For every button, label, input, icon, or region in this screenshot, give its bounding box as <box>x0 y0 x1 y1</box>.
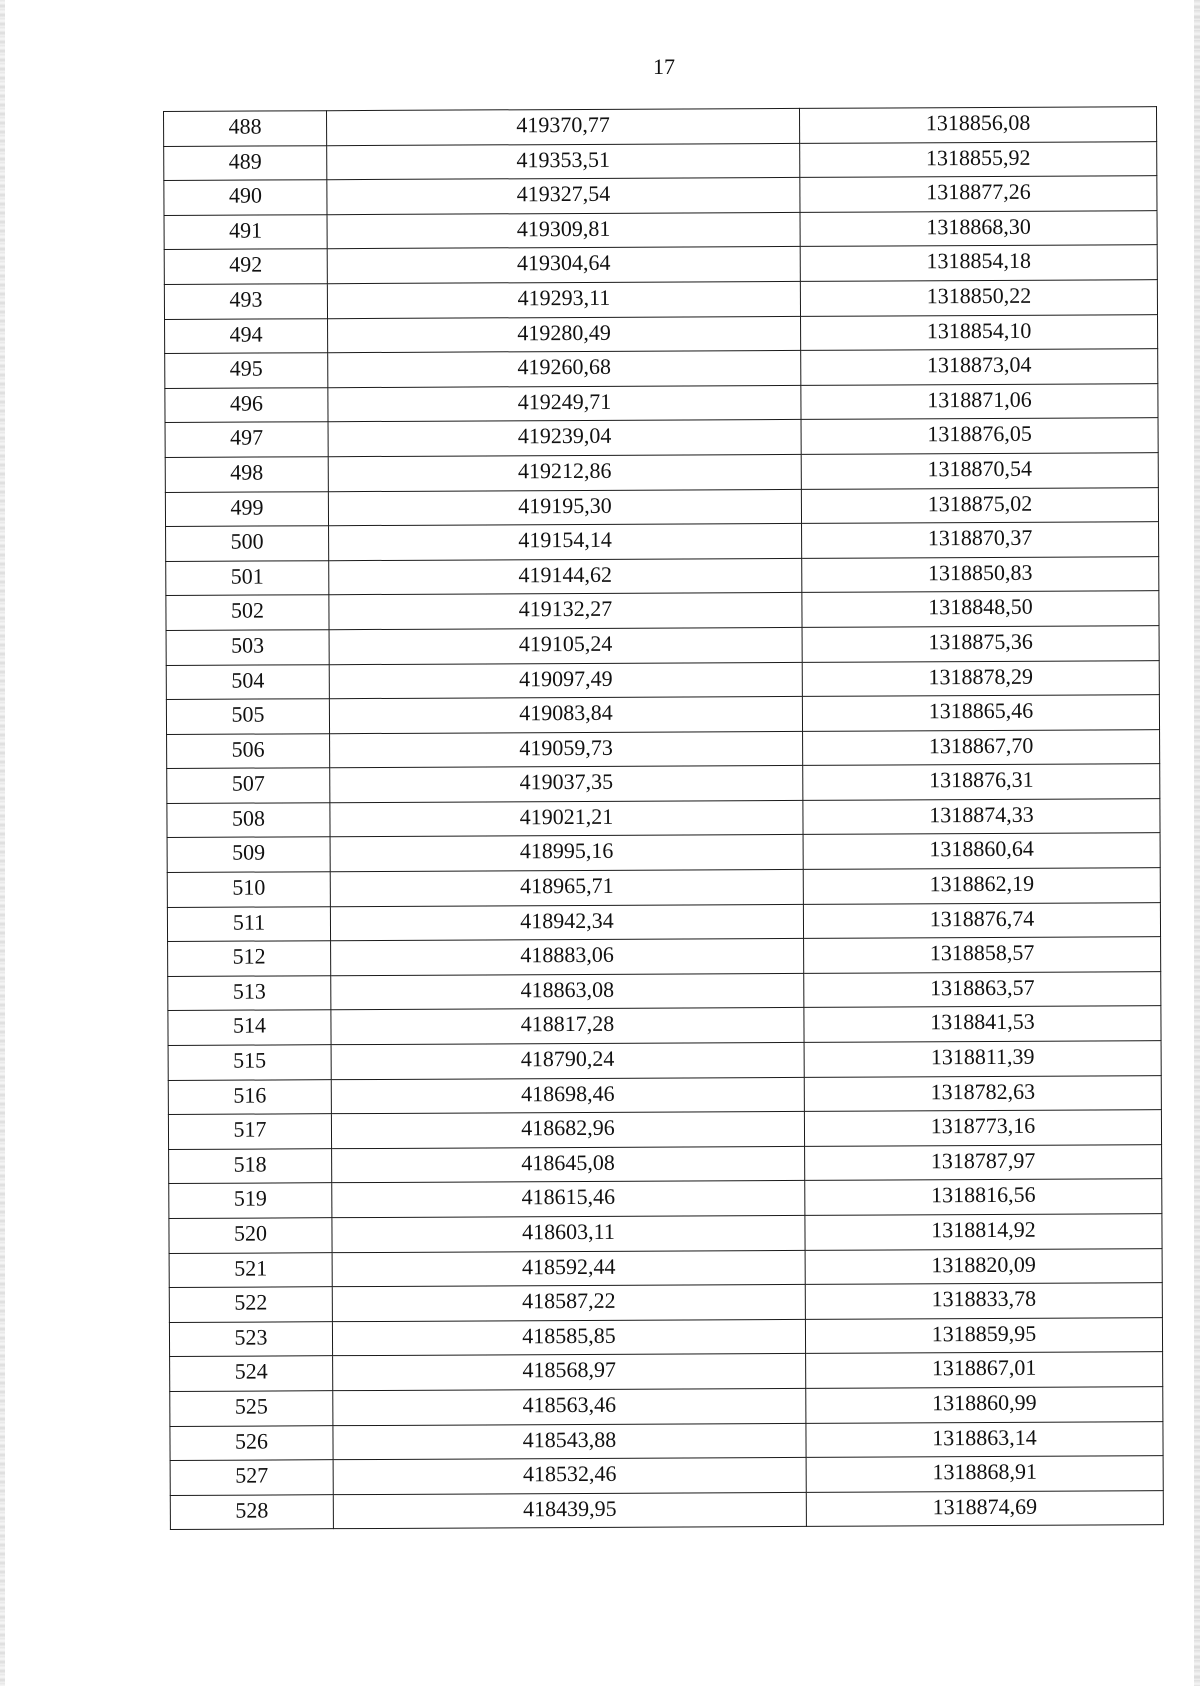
point-number-cell: 509 <box>167 837 330 872</box>
x-coordinate-cell: 418645,08 <box>332 1146 805 1183</box>
x-coordinate-cell: 419212,86 <box>328 454 801 491</box>
table-row <box>168 1075 1161 1114</box>
point-number-cell: 508 <box>167 803 330 838</box>
x-coordinate-cell: 419309,81 <box>327 212 800 249</box>
table-row <box>169 1248 1162 1287</box>
point-number-cell: 499 <box>165 491 328 526</box>
y-coordinate-cell: 1318876,74 <box>803 902 1160 938</box>
table-row <box>164 107 1157 146</box>
y-coordinate-cell: 1318878,29 <box>802 660 1159 696</box>
table-row <box>167 764 1160 803</box>
scan-edge-left <box>0 0 5 1686</box>
x-coordinate-cell: 418965,71 <box>330 869 803 906</box>
point-number-cell: 512 <box>168 941 331 976</box>
table-row <box>164 280 1157 319</box>
y-coordinate-cell: 1318858,57 <box>804 937 1161 973</box>
coordinates-table-body <box>164 107 1164 1530</box>
point-number-cell: 506 <box>167 733 330 768</box>
y-coordinate-cell: 1318862,19 <box>803 868 1160 904</box>
table-row <box>167 902 1160 941</box>
y-coordinate-cell: 1318877,26 <box>800 176 1157 212</box>
y-coordinate-cell: 1318874,69 <box>806 1490 1163 1526</box>
y-coordinate-cell: 1318875,02 <box>801 487 1158 523</box>
y-coordinate-cell: 1318856,08 <box>799 107 1156 143</box>
x-coordinate-cell: 418817,28 <box>331 1008 804 1045</box>
point-number-cell: 513 <box>168 976 331 1011</box>
y-coordinate-cell: 1318868,91 <box>806 1456 1163 1492</box>
y-coordinate-cell: 1318816,56 <box>805 1179 1162 1215</box>
x-coordinate-cell: 419132,27 <box>329 593 802 630</box>
table-row <box>169 1144 1162 1183</box>
y-coordinate-cell: 1318867,01 <box>806 1352 1163 1388</box>
y-coordinate-cell: 1318841,53 <box>804 1006 1161 1042</box>
x-coordinate-cell: 418585,85 <box>332 1319 805 1356</box>
table-row <box>168 1006 1161 1045</box>
y-coordinate-cell: 1318848,50 <box>802 591 1159 627</box>
x-coordinate-cell: 418863,08 <box>331 973 804 1010</box>
point-number-cell: 523 <box>169 1321 332 1356</box>
x-coordinate-cell: 418615,46 <box>332 1181 805 1218</box>
point-number-cell: 519 <box>169 1183 332 1218</box>
y-coordinate-cell: 1318876,05 <box>801 418 1158 454</box>
x-coordinate-cell: 418682,96 <box>331 1112 804 1149</box>
x-coordinate-cell: 418790,24 <box>331 1042 804 1079</box>
x-coordinate-cell: 419327,54 <box>327 178 800 215</box>
x-coordinate-cell: 418439,95 <box>333 1492 806 1529</box>
point-number-cell: 521 <box>169 1252 332 1287</box>
point-number-cell: 507 <box>167 768 330 803</box>
point-number-cell: 490 <box>164 180 327 215</box>
table-row <box>165 383 1158 422</box>
point-number-cell: 498 <box>165 457 328 492</box>
y-coordinate-cell: 1318865,46 <box>802 695 1159 731</box>
point-number-cell: 502 <box>166 595 329 630</box>
y-coordinate-cell: 1318863,14 <box>806 1421 1163 1457</box>
x-coordinate-cell: 419370,77 <box>327 108 800 145</box>
x-coordinate-cell: 419293,11 <box>327 281 800 318</box>
point-number-cell: 493 <box>164 284 327 319</box>
table-row <box>170 1352 1163 1391</box>
x-coordinate-cell: 418592,44 <box>332 1250 805 1287</box>
table-row <box>166 556 1159 595</box>
y-coordinate-cell: 1318871,06 <box>801 383 1158 419</box>
y-coordinate-cell: 1318854,18 <box>800 245 1157 281</box>
point-number-cell: 518 <box>169 1149 332 1184</box>
table-row <box>170 1456 1163 1495</box>
table-row <box>164 210 1157 249</box>
y-coordinate-cell: 1318855,92 <box>800 141 1157 177</box>
y-coordinate-cell: 1318870,37 <box>802 522 1159 558</box>
point-number-cell: 514 <box>168 1010 331 1045</box>
table-row <box>170 1421 1163 1460</box>
table-row <box>165 487 1158 526</box>
table-row <box>165 418 1158 457</box>
y-coordinate-cell: 1318859,95 <box>805 1317 1162 1353</box>
y-coordinate-cell: 1318854,10 <box>801 314 1158 350</box>
table-row <box>167 729 1160 768</box>
table-row <box>167 868 1160 907</box>
x-coordinate-cell: 418698,46 <box>331 1077 804 1114</box>
point-number-cell: 516 <box>168 1079 331 1114</box>
x-coordinate-cell: 419059,73 <box>330 731 803 768</box>
y-coordinate-cell: 1318833,78 <box>805 1283 1162 1319</box>
point-number-cell: 520 <box>169 1218 332 1253</box>
y-coordinate-cell: 1318873,04 <box>801 349 1158 385</box>
point-number-cell: 494 <box>165 318 328 353</box>
point-number-cell: 500 <box>166 526 329 561</box>
x-coordinate-cell: 418543,88 <box>333 1423 806 1460</box>
point-number-cell: 496 <box>165 387 328 422</box>
table-row <box>166 660 1159 699</box>
point-number-cell: 522 <box>169 1287 332 1322</box>
x-coordinate-cell: 419105,24 <box>329 627 802 664</box>
table-row <box>168 937 1161 976</box>
x-coordinate-cell: 419083,84 <box>329 696 802 733</box>
y-coordinate-cell: 1318860,64 <box>803 833 1160 869</box>
point-number-cell: 515 <box>168 1045 331 1080</box>
point-number-cell: 524 <box>170 1356 333 1391</box>
table-row <box>168 971 1161 1010</box>
point-number-cell: 525 <box>170 1391 333 1426</box>
point-number-cell: 488 <box>164 111 327 146</box>
table-row <box>165 314 1158 353</box>
table-row <box>167 799 1160 838</box>
point-number-cell: 528 <box>170 1494 333 1529</box>
table-row <box>170 1490 1163 1529</box>
x-coordinate-cell: 419353,51 <box>327 143 800 180</box>
point-number-cell: 491 <box>164 214 327 249</box>
point-number-cell: 526 <box>170 1425 333 1460</box>
point-number-cell: 510 <box>167 872 330 907</box>
x-coordinate-cell: 419154,14 <box>329 524 802 561</box>
x-coordinate-cell: 419021,21 <box>330 800 803 837</box>
point-number-cell: 504 <box>166 664 329 699</box>
table-row <box>164 245 1157 284</box>
table-row <box>167 833 1160 872</box>
x-coordinate-cell: 418532,46 <box>333 1458 806 1495</box>
table-row <box>166 591 1159 630</box>
table-row <box>169 1283 1162 1322</box>
y-coordinate-cell: 1318860,99 <box>806 1387 1163 1423</box>
point-number-cell: 489 <box>164 145 327 180</box>
table-row <box>169 1179 1162 1218</box>
point-number-cell: 505 <box>166 699 329 734</box>
x-coordinate-cell: 419260,68 <box>328 351 801 388</box>
point-number-cell: 501 <box>166 560 329 595</box>
x-coordinate-cell: 419195,30 <box>328 489 801 526</box>
point-number-cell: 495 <box>165 353 328 388</box>
x-coordinate-cell: 419144,62 <box>329 558 802 595</box>
y-coordinate-cell: 1318820,09 <box>805 1248 1162 1284</box>
x-coordinate-cell: 419037,35 <box>330 766 803 803</box>
x-coordinate-cell: 418995,16 <box>330 835 803 872</box>
scan-edge-right <box>1194 0 1200 1686</box>
x-coordinate-cell: 419280,49 <box>328 316 801 353</box>
y-coordinate-cell: 1318787,97 <box>805 1144 1162 1180</box>
table-row <box>166 522 1159 561</box>
point-number-cell: 503 <box>166 630 329 665</box>
point-number-cell: 517 <box>168 1114 331 1149</box>
table-row <box>169 1214 1162 1253</box>
x-coordinate-cell: 418883,06 <box>331 939 804 976</box>
y-coordinate-cell: 1318773,16 <box>804 1110 1161 1146</box>
table-row <box>164 176 1157 215</box>
point-number-cell: 511 <box>167 906 330 941</box>
y-coordinate-cell: 1318875,36 <box>802 626 1159 662</box>
coordinates-table <box>163 106 1164 1530</box>
y-coordinate-cell: 1318876,31 <box>803 764 1160 800</box>
point-number-cell: 527 <box>170 1460 333 1495</box>
x-coordinate-cell: 419239,04 <box>328 420 801 457</box>
y-coordinate-cell: 1318850,83 <box>802 556 1159 592</box>
table-row <box>168 1041 1161 1080</box>
table-row <box>164 141 1157 180</box>
y-coordinate-cell: 1318782,63 <box>804 1075 1161 1111</box>
y-coordinate-cell: 1318867,70 <box>803 729 1160 765</box>
table-row <box>170 1387 1163 1426</box>
y-coordinate-cell: 1318874,33 <box>803 799 1160 835</box>
x-coordinate-cell: 418942,34 <box>330 904 803 941</box>
x-coordinate-cell: 418587,22 <box>332 1285 805 1322</box>
y-coordinate-cell: 1318814,92 <box>805 1214 1162 1250</box>
point-number-cell: 497 <box>165 422 328 457</box>
page-number: 17 <box>653 54 675 79</box>
x-coordinate-cell: 419097,49 <box>329 662 802 699</box>
table-row <box>165 349 1158 388</box>
point-number-cell: 492 <box>164 249 327 284</box>
x-coordinate-cell: 418563,46 <box>333 1388 806 1425</box>
y-coordinate-cell: 1318870,54 <box>801 453 1158 489</box>
y-coordinate-cell: 1318868,30 <box>800 210 1157 246</box>
x-coordinate-cell: 418568,97 <box>333 1354 806 1391</box>
y-coordinate-cell: 1318850,22 <box>800 280 1157 316</box>
table-row <box>166 695 1159 734</box>
table-row <box>165 453 1158 492</box>
x-coordinate-cell: 419249,71 <box>328 385 801 422</box>
y-coordinate-cell: 1318811,39 <box>804 1041 1161 1077</box>
table-row <box>169 1317 1162 1356</box>
x-coordinate-cell: 419304,64 <box>327 247 800 284</box>
table-row <box>168 1110 1161 1149</box>
table-row <box>166 626 1159 665</box>
x-coordinate-cell: 418603,11 <box>332 1215 805 1252</box>
y-coordinate-cell: 1318863,57 <box>804 971 1161 1007</box>
